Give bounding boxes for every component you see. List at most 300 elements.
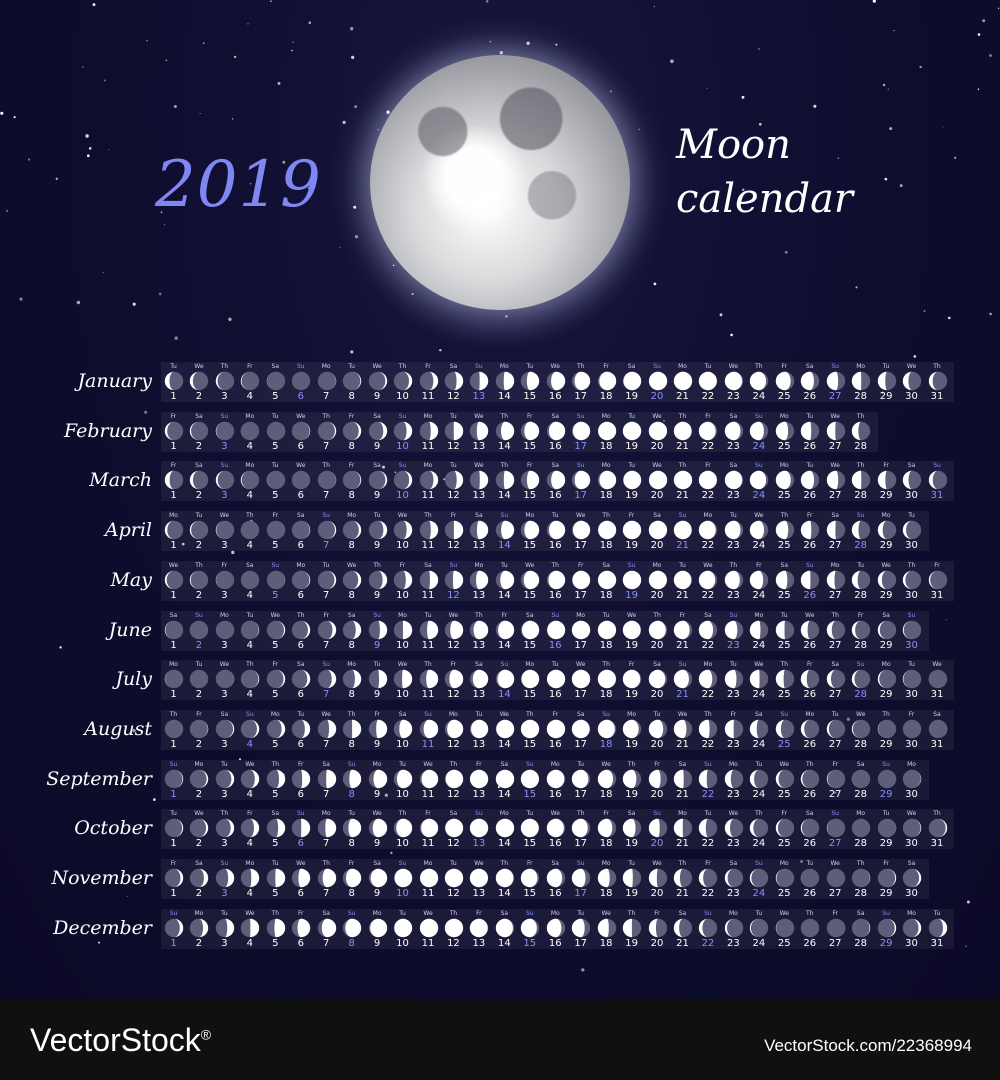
- day-cell: [823, 711, 848, 755]
- moon-phase-icon: [597, 918, 617, 938]
- weekday-label: Th: [678, 462, 687, 470]
- day-cell: [543, 910, 568, 954]
- day-number: 12: [447, 589, 460, 601]
- weekday-label: Th: [576, 363, 585, 370]
- weekday-label: Sa: [806, 363, 814, 370]
- day-number: 7: [323, 937, 330, 949]
- day-cell: [339, 860, 364, 904]
- day-cell: [212, 761, 237, 805]
- weekday-label: Sa: [220, 710, 229, 718]
- day-cell: [161, 612, 186, 656]
- moon-phase-icon: [571, 818, 591, 838]
- weekday-label: Su: [296, 363, 305, 370]
- day-cell: [416, 711, 441, 755]
- weekday-label: Mo: [194, 760, 204, 768]
- moon-phase-icon: [291, 719, 311, 739]
- weekday-label: Th: [856, 412, 865, 420]
- day-cell: [212, 810, 237, 854]
- day-cell: [619, 860, 644, 904]
- day-cell: [645, 612, 670, 656]
- day-number: 26: [803, 540, 817, 552]
- moon-phase-icon: [673, 769, 693, 789]
- day-number: 2: [195, 689, 203, 701]
- moon-phase-icon: [877, 371, 897, 391]
- moon-phase-icon: [444, 620, 464, 640]
- day-cell: [492, 910, 517, 954]
- weekday-label: Tu: [221, 909, 228, 917]
- day-cell: [848, 661, 873, 705]
- day-cell: [746, 810, 771, 854]
- day-number: 6: [297, 738, 304, 750]
- moon-phase-icon: [775, 520, 795, 540]
- moon-phase-icon: [648, 818, 668, 838]
- moon-phase-icon: [520, 818, 540, 838]
- moon-phase-icon: [749, 769, 769, 789]
- weekday-label: We: [601, 909, 611, 917]
- day-number: 11: [421, 490, 435, 502]
- day-cell: [874, 661, 899, 705]
- day-number: 12: [447, 689, 460, 701]
- day-number: 16: [548, 738, 562, 750]
- weekday-label: Tu: [272, 860, 279, 867]
- day-number: 15: [523, 838, 537, 850]
- weekday-label: Sa: [195, 412, 203, 420]
- weekday-label: Mo: [550, 760, 560, 768]
- moon-phase-icon: [495, 669, 515, 689]
- weekday-label: Sa: [169, 611, 178, 619]
- weekday-label: Sa: [780, 561, 789, 569]
- weekday-label: Mo: [856, 810, 866, 818]
- day-number: 22: [701, 937, 715, 949]
- day-cell: [899, 562, 924, 606]
- day-cell: [772, 810, 797, 854]
- weekday-label: Sa: [475, 661, 483, 669]
- weekday-label: Sa: [500, 909, 509, 917]
- day-cell: [695, 711, 720, 755]
- weekday-label: Fr: [425, 810, 431, 818]
- weekday-label: Sa: [729, 860, 738, 867]
- weekday-label: We: [906, 363, 917, 370]
- day-number: 10: [396, 738, 409, 750]
- weekday-label: Tu: [170, 363, 177, 370]
- moon-phase-icon: [749, 371, 769, 391]
- moon-phase-icon: [571, 868, 591, 888]
- weekday-label: Sa: [933, 710, 941, 718]
- moon-phase-icon: [266, 769, 286, 789]
- day-cell: [186, 711, 211, 755]
- moon-phase-icon: [877, 818, 897, 838]
- day-cell: [874, 810, 899, 854]
- day-number: 23: [727, 937, 740, 949]
- weekday-label: Su: [271, 561, 280, 569]
- day-number: 20: [650, 391, 664, 402]
- day-number: 10: [396, 589, 409, 601]
- weekday-label: Fr: [832, 909, 838, 917]
- moon-phase-icon: [266, 868, 286, 888]
- day-cell: [237, 462, 262, 506]
- weekday-label: Th: [551, 561, 559, 569]
- moon-phase-icon: [495, 620, 515, 640]
- day-cell: [695, 363, 720, 407]
- day-number: 27: [828, 490, 842, 502]
- weekday-label: Mo: [296, 561, 306, 569]
- weekday-label: Sa: [627, 810, 636, 818]
- day-number: 26: [803, 391, 817, 402]
- moon-phase-icon: [673, 868, 693, 888]
- day-cell: [874, 562, 899, 606]
- day-number: 19: [625, 589, 638, 601]
- weekday-label: Su: [755, 412, 763, 420]
- day-number: 1: [170, 689, 177, 701]
- day-cell: [186, 661, 211, 705]
- weekday-label: Fr: [450, 512, 457, 520]
- moon-phase-icon: [164, 818, 184, 838]
- weekday-label: Su: [525, 760, 534, 768]
- moon-phase-icon: [520, 769, 540, 789]
- moon-phase-icon: [800, 769, 820, 789]
- day-cell: [492, 363, 517, 407]
- title-line-1: Moon: [676, 122, 791, 168]
- day-cell: [772, 711, 797, 755]
- weekday-label: Th: [500, 860, 509, 867]
- weekday-label: Tu: [475, 710, 483, 718]
- day-number: 3: [221, 788, 228, 800]
- weekday-label: Th: [856, 860, 865, 867]
- day-number: 12: [447, 639, 460, 651]
- moon-phase-icon: [571, 918, 591, 938]
- weekday-label: Fr: [628, 512, 635, 520]
- day-cell: [823, 661, 848, 705]
- weekday-label: Tu: [551, 661, 559, 669]
- day-number: 3: [221, 540, 228, 552]
- day-number: 13: [472, 639, 486, 651]
- weekday-label: We: [474, 462, 484, 470]
- day-cell: [670, 462, 695, 506]
- weekday-label: Tu: [501, 561, 508, 569]
- day-number: 15: [523, 440, 537, 452]
- moon-phase-icon: [800, 520, 820, 540]
- day-number: 26: [803, 788, 817, 800]
- month-label: September: [46, 767, 152, 790]
- day-cell: [161, 363, 186, 407]
- day-number: 24: [752, 540, 766, 552]
- moon-phase-icon: [164, 868, 184, 888]
- day-number: 29: [879, 589, 893, 601]
- day-cell: [797, 462, 822, 506]
- weekday-label: We: [881, 561, 891, 569]
- day-cell: [339, 413, 364, 457]
- month-label: December: [53, 916, 152, 939]
- day-cell: [263, 512, 288, 556]
- day-cell: [848, 462, 873, 506]
- day-number: 25: [777, 440, 791, 452]
- moon-phase-icon: [800, 570, 820, 590]
- weekday-label: Su: [653, 363, 661, 370]
- day-number: 23: [727, 738, 740, 750]
- day-cell: [568, 413, 593, 457]
- day-number: 4: [246, 689, 254, 701]
- day-number: 21: [676, 888, 689, 899]
- day-number: 24: [752, 838, 766, 850]
- day-number: 8: [348, 490, 355, 502]
- weekday-label: Su: [576, 462, 585, 470]
- moon-phase-icon: [698, 818, 718, 838]
- year-heading: 2019: [155, 148, 322, 222]
- weekday-label: We: [626, 611, 637, 619]
- weekday-label: Sa: [678, 760, 687, 768]
- day-number: 1: [170, 937, 177, 949]
- day-number: 14: [497, 788, 511, 800]
- day-cell: [925, 910, 950, 954]
- moon-phase-icon: [469, 470, 489, 490]
- moon-phase-icon: [393, 918, 413, 938]
- weekday-label: Fr: [298, 760, 304, 768]
- moon-phase-icon: [622, 421, 642, 441]
- day-number: 22: [701, 440, 715, 452]
- day-number: 20: [650, 738, 664, 750]
- weekday-label: Mo: [678, 363, 687, 370]
- month-label: November: [51, 867, 152, 889]
- day-cell: [899, 910, 924, 954]
- moon-phase-icon: [724, 818, 744, 838]
- moon-phase-icon: [495, 570, 515, 590]
- weekday-label: We: [703, 561, 713, 569]
- weekday-label: Th: [195, 561, 203, 569]
- day-cell: [339, 612, 364, 656]
- day-number: 28: [854, 639, 867, 651]
- weekday-label: Su: [449, 561, 458, 569]
- day-number: 5: [272, 490, 279, 502]
- weekday-label: We: [296, 860, 306, 867]
- moon-phase-icon: [775, 868, 795, 888]
- moon-phase-icon: [240, 868, 260, 888]
- weekday-label: Sa: [271, 810, 280, 818]
- weekday-label: Th: [806, 760, 814, 768]
- weekday-label: Fr: [781, 363, 788, 370]
- moon-phase-icon: [189, 818, 209, 838]
- day-cell: [186, 910, 211, 954]
- moon-phase-icon: [622, 918, 642, 938]
- weekday-label: Su: [729, 611, 738, 619]
- day-number: 18: [599, 589, 613, 601]
- day-cell: [517, 711, 542, 755]
- weekday-label: Mo: [245, 462, 255, 470]
- day-number: 30: [905, 738, 918, 750]
- weekday-label: We: [347, 561, 357, 569]
- weekday-label: Mo: [601, 860, 611, 867]
- weekday-label: Tu: [933, 909, 941, 917]
- day-number: 5: [272, 440, 279, 452]
- day-number: 30: [905, 888, 918, 899]
- day-cell: [925, 810, 950, 854]
- moon-phase-icon: [546, 470, 566, 490]
- weekday-label: Su: [500, 661, 509, 669]
- day-cell: [186, 413, 211, 457]
- day-cell: [797, 661, 822, 705]
- moon-phase-icon: [800, 371, 820, 391]
- weekday-label: Sa: [627, 363, 636, 370]
- moon-phase-icon: [393, 371, 413, 391]
- weekday-label: Tu: [628, 412, 635, 420]
- day-number: 26: [803, 937, 817, 949]
- day-cell: [365, 462, 390, 506]
- day-cell: [237, 562, 262, 606]
- day-cell: [212, 413, 237, 457]
- day-cell: [568, 512, 593, 556]
- moon-phase-icon: [368, 769, 388, 789]
- moon-phase-icon: [928, 918, 948, 938]
- moon-phase-icon: [240, 520, 260, 540]
- moon-phase-icon: [928, 570, 948, 590]
- day-number: 8: [348, 639, 355, 651]
- weekday-label: Sa: [729, 412, 738, 420]
- weekday-label: We: [805, 611, 815, 619]
- day-number: 9: [373, 738, 381, 750]
- day-cell: [619, 910, 644, 954]
- day-number: 28: [854, 540, 867, 552]
- day-number: 7: [323, 689, 330, 701]
- weekday-label: Th: [856, 462, 865, 470]
- weekday-label: Th: [271, 760, 280, 768]
- moon-phase-icon: [597, 470, 617, 490]
- day-cell: [823, 910, 848, 954]
- moon-phase-icon: [597, 818, 617, 838]
- day-cell: [466, 661, 491, 705]
- weekday-label: Sa: [373, 412, 381, 420]
- day-cell: [161, 711, 186, 755]
- moon-phase-icon: [469, 918, 489, 938]
- day-cell: [314, 612, 339, 656]
- weekday-label: We: [652, 462, 662, 470]
- weekday-label: Sa: [678, 909, 687, 917]
- day-cell: [517, 810, 542, 854]
- day-cell: [441, 512, 466, 556]
- day-number: 10: [396, 490, 409, 502]
- day-number: 18: [599, 888, 613, 899]
- day-number: 11: [421, 689, 435, 701]
- day-number: 26: [803, 440, 817, 452]
- day-cell: [161, 413, 186, 457]
- day-number: 12: [447, 391, 460, 402]
- moon-phase-icon: [597, 769, 617, 789]
- weekday-label: Th: [322, 462, 330, 470]
- day-number: 25: [777, 788, 791, 800]
- day-number: 6: [297, 838, 304, 850]
- weekday-label: Th: [526, 710, 534, 718]
- day-number: 29: [879, 391, 893, 402]
- day-number: 19: [625, 838, 638, 850]
- weekday-label: Tu: [373, 661, 381, 669]
- moon-phase-icon: [800, 868, 820, 888]
- day-cell: [390, 363, 415, 407]
- moon-phase-icon: [546, 669, 566, 689]
- day-number: 4: [246, 391, 254, 402]
- day-cell: [568, 761, 593, 805]
- weekday-label: Mo: [779, 412, 789, 420]
- day-number: 6: [297, 589, 304, 601]
- weekday-label: Tu: [806, 412, 814, 420]
- moon-phase-icon: [469, 719, 489, 739]
- moon-phase-icon: [215, 520, 235, 540]
- day-number: 2: [195, 937, 203, 949]
- moon-phase-icon: [368, 570, 388, 590]
- moon-phase-icon: [546, 918, 566, 938]
- moon-phase-icon: [698, 520, 718, 540]
- day-number: 16: [548, 888, 562, 899]
- day-cell: [365, 860, 390, 904]
- moon-phase-icon: [317, 421, 337, 441]
- moon-phase-icon: [749, 470, 769, 490]
- day-number: 15: [523, 639, 537, 651]
- weekday-label: Tu: [831, 710, 839, 718]
- day-number: 18: [599, 440, 613, 452]
- day-cell: [543, 711, 568, 755]
- moon-phase-icon: [419, 421, 439, 441]
- weekday-label: Sa: [755, 710, 763, 718]
- day-cell: [186, 363, 211, 407]
- weekday-label: Mo: [499, 363, 509, 370]
- day-cell: [543, 810, 568, 854]
- moon-phase-icon: [317, 818, 337, 838]
- day-cell: [670, 512, 695, 556]
- moon-phase-icon: [877, 918, 897, 938]
- moon-phase-icon: [164, 470, 184, 490]
- moon-phase-icon: [215, 371, 235, 391]
- day-number: 31: [930, 391, 944, 402]
- day-number: 28: [854, 391, 867, 402]
- day-cell: [645, 860, 670, 904]
- weekday-label: Mo: [423, 462, 433, 470]
- day-number: 30: [905, 689, 918, 701]
- day-cell: [416, 810, 441, 854]
- weekday-label: Fr: [527, 412, 533, 420]
- weekday-label: Th: [627, 760, 636, 768]
- moon-phase-icon: [291, 371, 311, 391]
- weekday-label: We: [397, 512, 408, 520]
- day-cell: [237, 363, 262, 407]
- moon-phase-icon: [520, 868, 540, 888]
- moon-phase-icon: [164, 719, 184, 739]
- day-number: 17: [574, 589, 588, 601]
- moon-phase-icon: [240, 371, 260, 391]
- weekday-label: We: [830, 412, 840, 420]
- moon-phase-icon: [342, 669, 362, 689]
- day-number: 6: [297, 440, 304, 452]
- day-number: 27: [828, 937, 842, 949]
- day-cell: [645, 711, 670, 755]
- day-number: 8: [348, 838, 355, 850]
- moon-phase-icon: [571, 470, 591, 490]
- day-number: 20: [650, 788, 664, 800]
- day-cell: [848, 363, 873, 407]
- day-cell: [314, 910, 339, 954]
- moon-phase-icon: [902, 818, 922, 838]
- day-number: 9: [373, 838, 381, 850]
- moon-phase-icon: [266, 620, 286, 640]
- day-number: 13: [472, 391, 486, 402]
- day-cell: [848, 562, 873, 606]
- moon-phase-icon: [648, 918, 668, 938]
- weekday-label: Sa: [831, 512, 839, 520]
- weekday-label: Fr: [348, 462, 355, 470]
- weekday-label: Sa: [195, 860, 203, 867]
- moon-phase-icon: [266, 371, 286, 391]
- day-cell: [645, 413, 670, 457]
- day-cell: [466, 512, 491, 556]
- weekday-label: Tu: [602, 611, 610, 619]
- weekday-label: Th: [500, 462, 509, 470]
- day-cell: [390, 512, 415, 556]
